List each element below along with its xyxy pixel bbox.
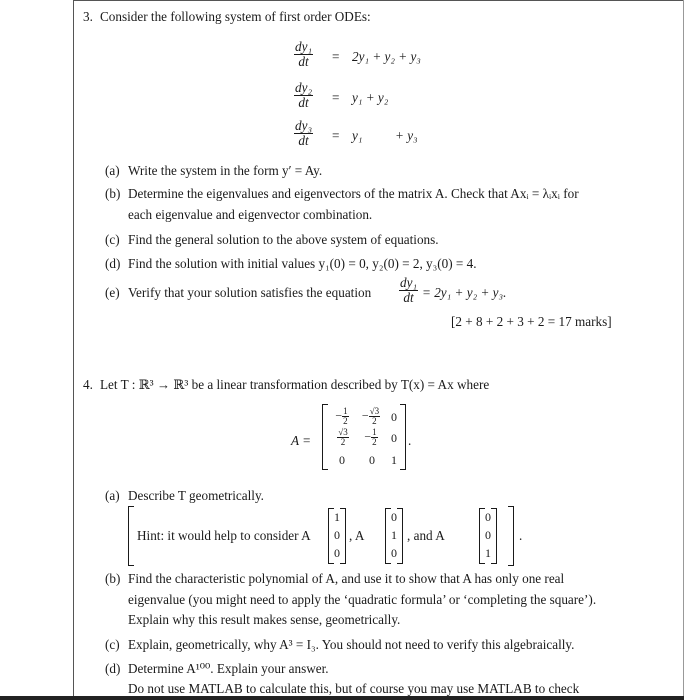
hint-left-bracket [128,506,134,566]
e1-z: 0 [334,546,340,560]
eq3-den: dt [298,133,309,148]
e1-x: 1 [334,510,340,524]
q3-part-a-text: Write the system in the form y′ = Ay. [128,163,323,178]
q3-part-e-label: (e) [105,285,120,300]
page-top-border [73,0,684,1]
e3-x: 0 [485,510,491,524]
q3-part-a-label: (a) [105,163,120,178]
matrix-right-bracket [400,404,406,470]
q4-part-d-text: Determine A¹⁰⁰. Explain your answer. [128,661,329,676]
q4-matrix-period: . [408,433,412,448]
q4-part-d-label: (d) [105,661,121,676]
q3-eq3-lhs [294,119,313,148]
q3-eq1-equals: = [332,49,340,64]
q3-part-b-text: Determine the eigenvalues and eigenvectors of the matrix A. Check that Axᵢ = λᵢxᵢ for [128,186,579,201]
q3-marks: [2 + 8 + 2 + 3 + 2 = 17 marks] [451,314,612,329]
hint-end: . [519,528,523,543]
e1-y: 0 [334,528,340,542]
q3-part-e-text: Verify that your solution satisfies the equation [128,285,372,300]
q3-intro: Consider the following system of first order ODEs: [100,9,371,24]
q4-part-a-text: Describe T geometrically. [128,488,264,503]
part-e-den: dt [403,290,414,305]
q4-part-c-text: Explain, geometrically, why A³ = I₃. You should not need to verify this algebraically. [128,637,575,652]
q4-part-b-text: Find the characteristic polynomial of A, and use it to show that A has only one real [128,571,565,586]
q3-eq3-equals: = [332,128,340,143]
eq1-num: dy₁ [295,39,313,54]
e3-z: 1 [485,546,491,560]
q3-eq3-rhs-a: y₁ [352,128,363,143]
matrix-cell-1-2: − $\frac{√3}{2}$ [361,406,380,426]
eq2-den: dt [298,95,309,110]
e2-y: 1 [391,528,397,542]
hint-prefix: Hint: it would help to consider A [137,528,311,543]
q4-part-a-label: (a) [105,488,120,503]
matrix-cell-1-1: − $\frac{1}{2}$ [335,406,348,426]
q3-eq1-lhs [294,40,313,69]
q4-part-c-label: (c) [105,637,120,652]
hint-sep2: , and A [407,528,445,543]
hint-vector-e3 [479,508,497,564]
hint-sep1: , A [349,528,365,543]
q4-part-b-label: (b) [105,571,121,586]
hint-vector-e1 [328,508,346,564]
hint-right-bracket [508,506,514,566]
q3-eq1-rhs: 2y₁ + y₂ + y₃ [352,49,421,64]
q3-eq2-rhs: y₁ + y₂ [352,90,389,105]
matrix-cell-2-3: 0 [391,431,397,445]
q3-part-e-after: = 2y₁ + y₂ + y₃. [422,285,507,300]
matrix-cell-2-2: − $\frac{1}{2}$ [364,427,377,447]
e3-y: 0 [485,528,491,542]
q3-number: 3. [83,9,93,24]
matrix-cell-3-3: 1 [391,453,397,467]
q3-part-c-text: Find the general solution to the above system of equations. [128,232,439,247]
q3-part-e-frac [399,276,418,305]
eq1-den: dt [298,54,309,69]
q4-part-b-text2: eigenvalue (you might need to apply the ‘quadratic formula’ or ‘completing the square’). [128,592,597,607]
q3-part-d-text: Find the solution with initial values y₁(0) = 0, y₂(0) = 2, y₃(0) = 4. [128,256,477,271]
q4-part-b-text3: Explain why this result makes sense, geometrically. [128,612,401,627]
hint-vector-e2 [385,508,403,564]
q3-part-b-text2: each eigenvalue and eigenvector combination. [128,207,373,222]
eq3-num: dy₃ [295,118,313,133]
matrix-cell-2-1: $\frac{√3}{2}$ [338,427,348,447]
matrix-cell-3-2: 0 [369,453,375,467]
page-bottom-border [0,696,684,700]
q3-eq3-rhs-b: + y₃ [395,128,418,143]
q3-part-d-label: (d) [105,256,121,271]
q4-matrix-label: A = [291,433,312,448]
q4-part-d-text2: Do not use MATLAB to calculate this, but of course you may use MATLAB to check [128,681,580,696]
matrix-cell-3-1: 0 [339,453,345,467]
e2-x: 0 [391,510,397,524]
part-e-num: dy₁ [400,275,418,290]
eq2-num: dy₂ [295,80,313,95]
matrix-cell-1-3: 0 [391,410,397,424]
q4-matrix-A [322,404,406,470]
q4-intro: Let T : ℝ³ → ℝ³ be a linear transformation described by T(x) = Ax where [100,377,490,392]
q3-eq2-equals: = [332,90,340,105]
q3-eq2-lhs [294,81,313,110]
e2-z: 0 [391,546,397,560]
matrix-left-bracket [322,404,328,470]
q3-part-b-label: (b) [105,186,121,201]
q3-part-c-label: (c) [105,232,120,247]
page-left-border [73,0,74,700]
q4-number: 4. [83,377,93,392]
